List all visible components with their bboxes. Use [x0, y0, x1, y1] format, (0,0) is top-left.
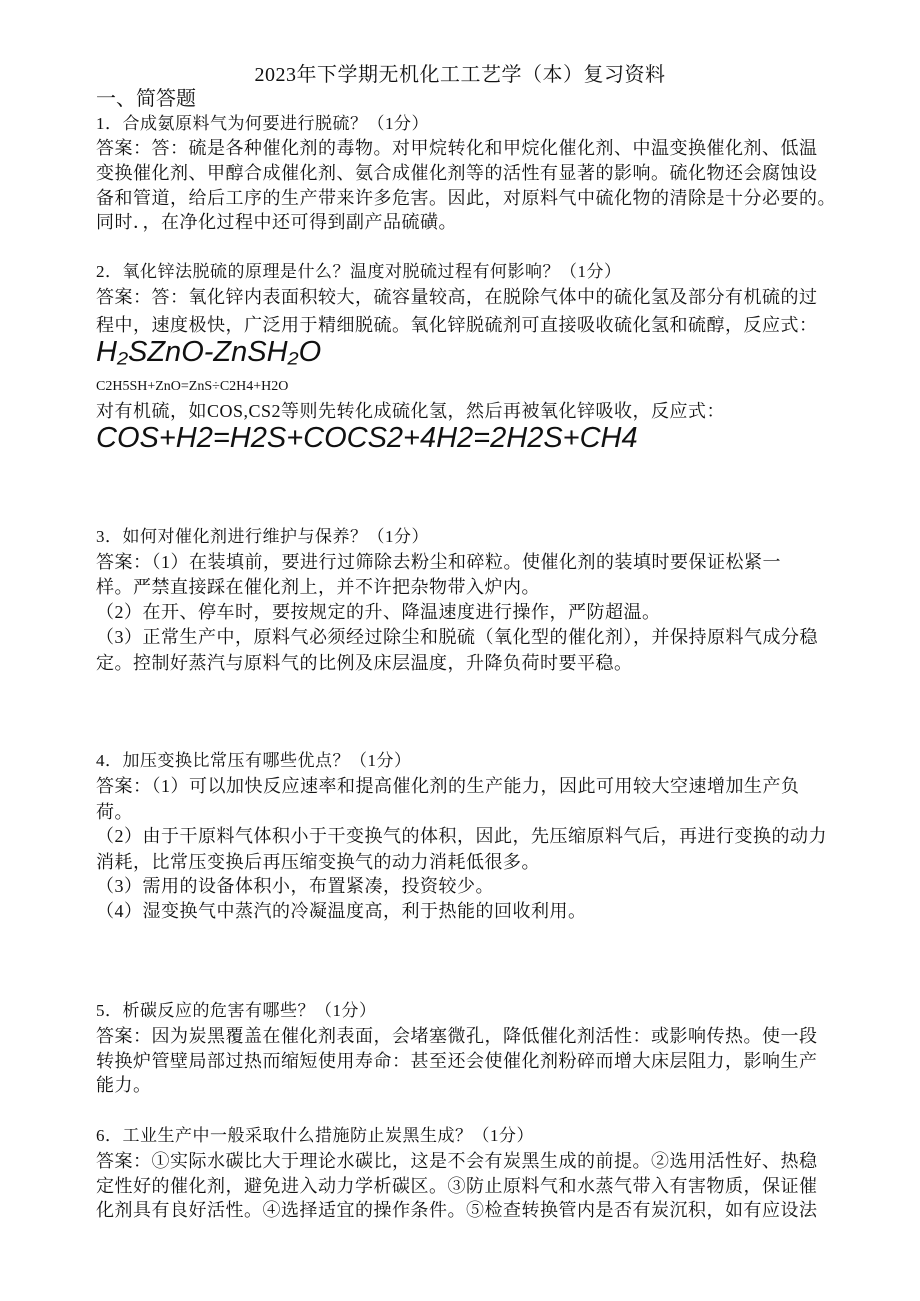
answer-line: 变换催化剂、甲醇合成催化剂、氨合成催化剂等的活性有显著的影响。硫化物还会腐蚀设 [96, 163, 818, 183]
answer-line: 答案：答：硫是各种催化剂的毒物。对甲烷转化和甲烷化催化剂、中温变换催化剂、低温 [96, 138, 818, 158]
reaction-formula: H₂SZnO-ZnSH₂O [96, 336, 322, 368]
answer-line: 同时．，在净化过程中还可得到副产品硫磺。 [96, 212, 457, 232]
answer-line: 答案：因为炭黑覆盖在催化剂表面，会堵塞微孔，降低催化剂活性：或影响传热。使一段 [96, 1026, 818, 1046]
question-title: 4．加压变换比常压有哪些优点？（1分） [96, 751, 412, 770]
answer-line: 答案：答：氧化锌内表面积较大，硫容量较高，在脱除气体中的硫化氢及部分有机硫的过 [96, 287, 818, 307]
answer-line: 定。控制好蒸汽与原料气的比例及床层温度，升降负荷时要平稳。 [96, 653, 633, 673]
answer-line: 备和管道，给后工序的生产带来许多危害。因此，对原料气中硫化物的清除是十分必要的。 [96, 188, 836, 208]
section-heading: 一、简答题 [96, 88, 196, 110]
answer-line: 答案：（1）可以加快反应速率和提高催化剂的生产能力，因此可用较大空速增加生产负 [96, 776, 800, 796]
answer-line: （2）由于干原料气体积小于干变换气的体积，因此，先压缩原料气后，再进行变换的动力 [96, 826, 827, 846]
answer-line: （2）在开、停车时，要按规定的升、降温速度进行操作，严防超温。 [96, 602, 661, 622]
document-title: 2023年下学期无机化工工艺学（本）复习资料 [254, 64, 666, 86]
answer-line: （4）湿变换气中蒸汽的冷凝温度高，利于热能的回收利用。 [96, 901, 587, 921]
reaction-formula: COS+H2=H2S+COCS2+4H2=2H2S+CH4 [96, 422, 638, 454]
answer-line: 答案：①实际水碳比大于理论水碳比，这是不会有炭黑生成的前提。②选用活性好、热稳 [96, 1151, 818, 1171]
question-title: 1．合成氨原料气为何要进行脱硫？（1分） [96, 114, 429, 133]
question-title: 5．析碳反应的危害有哪些？（1分） [96, 1001, 377, 1020]
answer-line: 定性好的催化剂，避免进入动力学析碳区。③防止原料气和水蒸气带入有害物质，保证催 [96, 1176, 818, 1196]
answer-line: 程中，速度极快，广泛用于精细脱硫。氧化锌脱硫剂可直接吸收硫化氢和硫醇，反应式： [96, 315, 818, 335]
answer-line: 对有机硫，如COS,CS2等则先转化成硫化氢，然后再被氧化锌吸收，反应式： [96, 401, 726, 421]
question-title: 6．工业生产中一般采取什么措施防止炭黑生成？（1分） [96, 1126, 534, 1145]
answer-line: 能力。 [96, 1075, 152, 1095]
answer-line: 消耗，比常压变换后再压缩变换气的动力消耗低很多。 [96, 852, 540, 872]
answer-line: 转换炉管壁局部过热而缩短使用寿命：甚至还会使催化剂粉碎而增大床层阻力，影响生产 [96, 1051, 818, 1071]
answer-line: 荷。 [96, 802, 133, 822]
answer-line: （3）需用的设备体积小，布置紧凑，投资较少。 [96, 876, 494, 896]
answer-line: 样。严禁直接踩在催化剂上，并不许把杂物带入炉内。 [96, 577, 540, 597]
reaction-equation: C2H5SH+ZnO=ZnS÷C2H4+H2O [96, 379, 289, 394]
question-title: 2．氧化锌法脱硫的原理是什么？温度对脱硫过程有何影响？（1分） [96, 262, 622, 281]
answer-line: （3）正常生产中，原料气必须经过除尘和脱硫（氧化型的催化剂），并保持原料气成分稳 [96, 627, 818, 647]
answer-line: 答案：（1）在装填前，要进行过筛除去粉尘和碎粒。使催化剂的装填时要保证松紧一 [96, 552, 781, 572]
question-title: 3．如何对催化剂进行维护与保养？（1分） [96, 527, 429, 546]
answer-line: 化剂具有良好活性。④选择适宜的操作条件。⑤检查转换管内是否有炭沉积，如有应设法 [96, 1200, 818, 1220]
